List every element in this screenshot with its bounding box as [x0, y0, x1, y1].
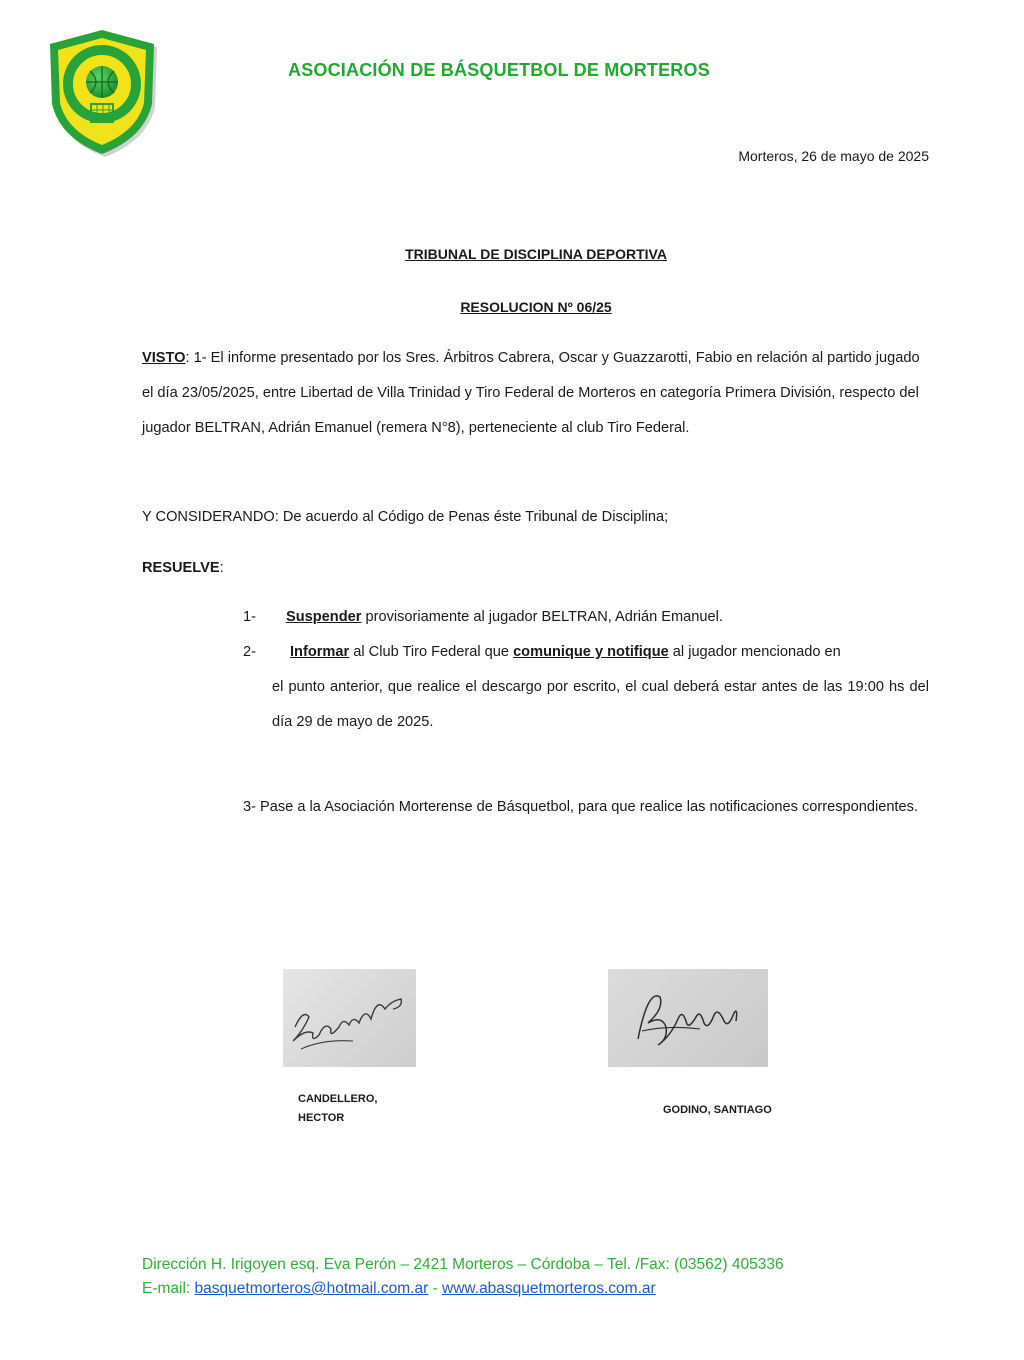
- visto-paragraph: [142, 341, 927, 446]
- resuelve-suffix: :: [219, 560, 224, 576]
- item-text: provisoriamente al jugador BELTRAN, Adrián Emanuel.: [361, 609, 723, 625]
- footer-website-link[interactable]: www.abasquetmorteros.com.ar: [442, 1280, 656, 1297]
- list-item: [142, 635, 929, 740]
- item-3-paragraph: 3- Pase a la Asociación Morterense de Básquetbol, para que realice las notificaciones correspondientes.: [243, 799, 918, 815]
- signatory-line-2: HECTOR: [298, 1112, 345, 1124]
- signatory-line-1: CANDELLERO,: [298, 1093, 378, 1105]
- item-text-a: al Club Tiro Federal que: [349, 644, 514, 660]
- tribunal-heading: TRIBUNAL DE DISCIPLINA DEPORTIVA: [405, 246, 667, 262]
- resuelve-paragraph: [142, 551, 927, 586]
- signatory-candellero: [298, 1090, 398, 1128]
- resolution-items: [142, 600, 929, 740]
- footer-contact: [142, 1277, 784, 1301]
- item-body: [272, 609, 723, 625]
- item-text-rest: el punto anterior, que realice el descargo por escrito, el cual deberá estar antes de las 19:00 hs del día 29 de mayo de 2025.: [272, 679, 929, 730]
- item-first-line: [290, 635, 929, 670]
- item-keyword: Suspender: [286, 609, 362, 625]
- signature-candellero-image: [283, 969, 416, 1067]
- footer-email-label: E-mail:: [142, 1280, 195, 1297]
- footer-address: Dirección H. Irigoyen esq. Eva Perón – 2421 Morteros – Córdoba – Tel. /Fax: (03562) 405336: [142, 1256, 784, 1273]
- visto-text: : 1- El informe presentado por los Sres. Árbitros Cabrera, Oscar y Guazzarotti, Fabio en relación al partido jugado el día 23/05/2025, entre Libertad de Villa Trinidad y Tiro Federal de Morteros en categoría Primera División, respecto del jugador BELTRAN, Adrián Emanuel (remera N°8), perteneciente al club Tiro Federal.: [142, 350, 920, 436]
- item-body: [272, 635, 929, 740]
- item-keyword-2: comunique y notifique: [513, 644, 669, 660]
- footer-email-link[interactable]: basquetmorteros@hotmail.com.ar: [194, 1280, 429, 1297]
- signature-godino-image: [608, 969, 768, 1067]
- item-number: 1-: [243, 609, 256, 625]
- list-item: [142, 600, 929, 635]
- item-number: 2-: [243, 644, 256, 660]
- footer: [142, 1253, 784, 1301]
- footer-separator: -: [428, 1280, 443, 1297]
- document-date: Morteros, 26 de mayo de 2025: [738, 148, 929, 164]
- item-text-b: al jugador mencionado en: [668, 644, 841, 660]
- visto-label: VISTO: [142, 350, 186, 366]
- association-logo-icon: [44, 26, 160, 158]
- considerando-paragraph: Y CONSIDERANDO: De acuerdo al Código de Penas éste Tribunal de Disciplina;: [142, 509, 669, 525]
- item-keyword: Informar: [290, 644, 350, 660]
- resuelve-label: RESUELVE: [142, 560, 220, 576]
- org-title: ASOCIACIÓN DE BÁSQUETBOL DE MORTEROS: [288, 60, 710, 80]
- signatory-godino: GODINO, SANTIAGO: [663, 1104, 772, 1116]
- resolucion-heading: RESOLUCION Nº 06/25: [460, 299, 612, 315]
